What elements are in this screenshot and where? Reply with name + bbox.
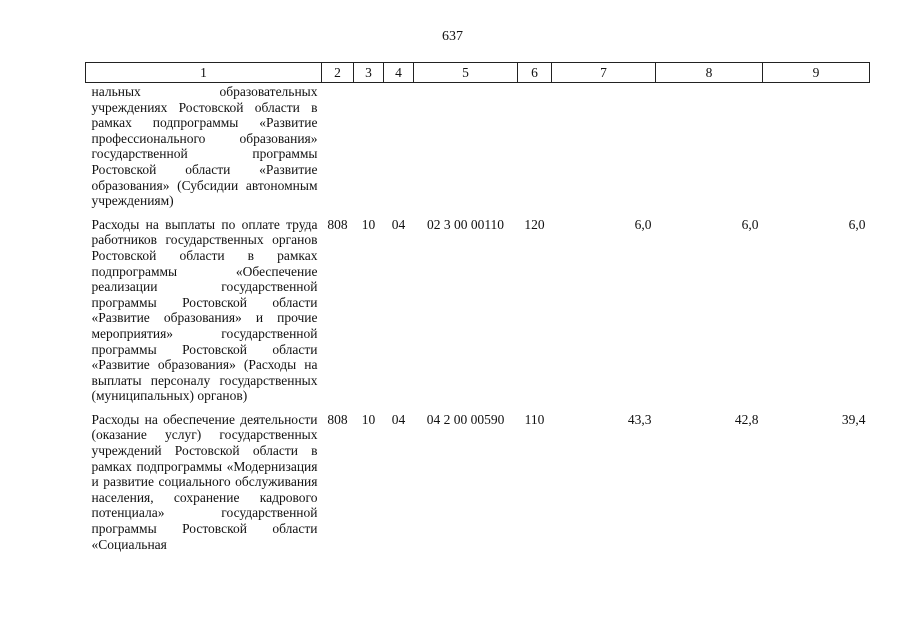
header-col-8: 8 bbox=[656, 63, 763, 83]
cell-ministry bbox=[322, 83, 354, 217]
header-row bbox=[86, 63, 870, 83]
cell-expense-type: 120 bbox=[524, 216, 545, 232]
table-body bbox=[86, 83, 870, 553]
table-row bbox=[86, 412, 870, 552]
header-col-3: 3 bbox=[354, 63, 384, 83]
cell-expense-type bbox=[518, 83, 552, 217]
row-description: Расходы на выплаты по оплате труда работников государственных органов Ростовской области в рамках подпрограммы «Обеспечение реализации государственной программы Ростовской области «Развитие образования» и прочие мероприятия» государственной программы Ростовской области «Развитие образования» (Расходы на выплаты персоналу государственных (муниципальных) органов) bbox=[91, 216, 318, 404]
cell-target-code: 02 3 00 00110 bbox=[426, 216, 505, 232]
table-row bbox=[86, 83, 870, 217]
budget-table bbox=[85, 62, 870, 552]
row-description: Расходы на обеспечение деятельности (оказание услуг) государственных учреждений Ростовской области в рамках подпрограммы «Модернизация и развитие социального обслуживания населения, сохранение кадрового потенциала» государственной программы Ростовской области «Социальная bbox=[91, 411, 318, 552]
cell-target-code bbox=[414, 83, 518, 217]
cell-target-code: 04 2 00 00590 bbox=[426, 411, 505, 427]
cell-amount-1 bbox=[552, 83, 656, 217]
cell-amount-3 bbox=[763, 83, 870, 217]
row-description: нальных образовательных учреждениях Ростовской области в рамках подпрограммы «Развитие профессионального образования» государственной программы Ростовской области «Развитие образования» (Субсидии автономным учреждениям) bbox=[91, 84, 318, 209]
cell-ministry: 808 bbox=[327, 411, 348, 427]
header-col-9: 9 bbox=[763, 63, 870, 83]
cell-amount-2 bbox=[656, 83, 763, 217]
cell-section: 10 bbox=[361, 216, 376, 232]
cell-amount-2: 6,0 bbox=[741, 216, 759, 232]
cell-amount-2: 42,8 bbox=[734, 411, 759, 427]
cell-amount-1: 6,0 bbox=[634, 216, 652, 232]
header-col-7: 7 bbox=[552, 63, 656, 83]
cell-subsection: 04 bbox=[391, 411, 406, 427]
cell-ministry: 808 bbox=[327, 216, 348, 232]
header-col-4: 4 bbox=[384, 63, 414, 83]
cell-section bbox=[354, 83, 384, 217]
cell-amount-3: 6,0 bbox=[848, 216, 866, 232]
cell-amount-1: 43,3 bbox=[627, 411, 652, 427]
cell-section: 10 bbox=[361, 411, 376, 427]
cell-subsection bbox=[384, 83, 414, 217]
cell-expense-type: 110 bbox=[524, 411, 545, 427]
cell-subsection: 04 bbox=[391, 216, 406, 232]
header-col-6: 6 bbox=[518, 63, 552, 83]
table-header bbox=[86, 63, 870, 83]
page-number: 637 bbox=[442, 29, 463, 44]
header-col-2: 2 bbox=[322, 63, 354, 83]
cell-amount-3: 39,4 bbox=[841, 411, 866, 427]
header-col-5: 5 bbox=[414, 63, 518, 83]
table-row bbox=[86, 217, 870, 412]
header-col-1: 1 bbox=[86, 63, 322, 83]
